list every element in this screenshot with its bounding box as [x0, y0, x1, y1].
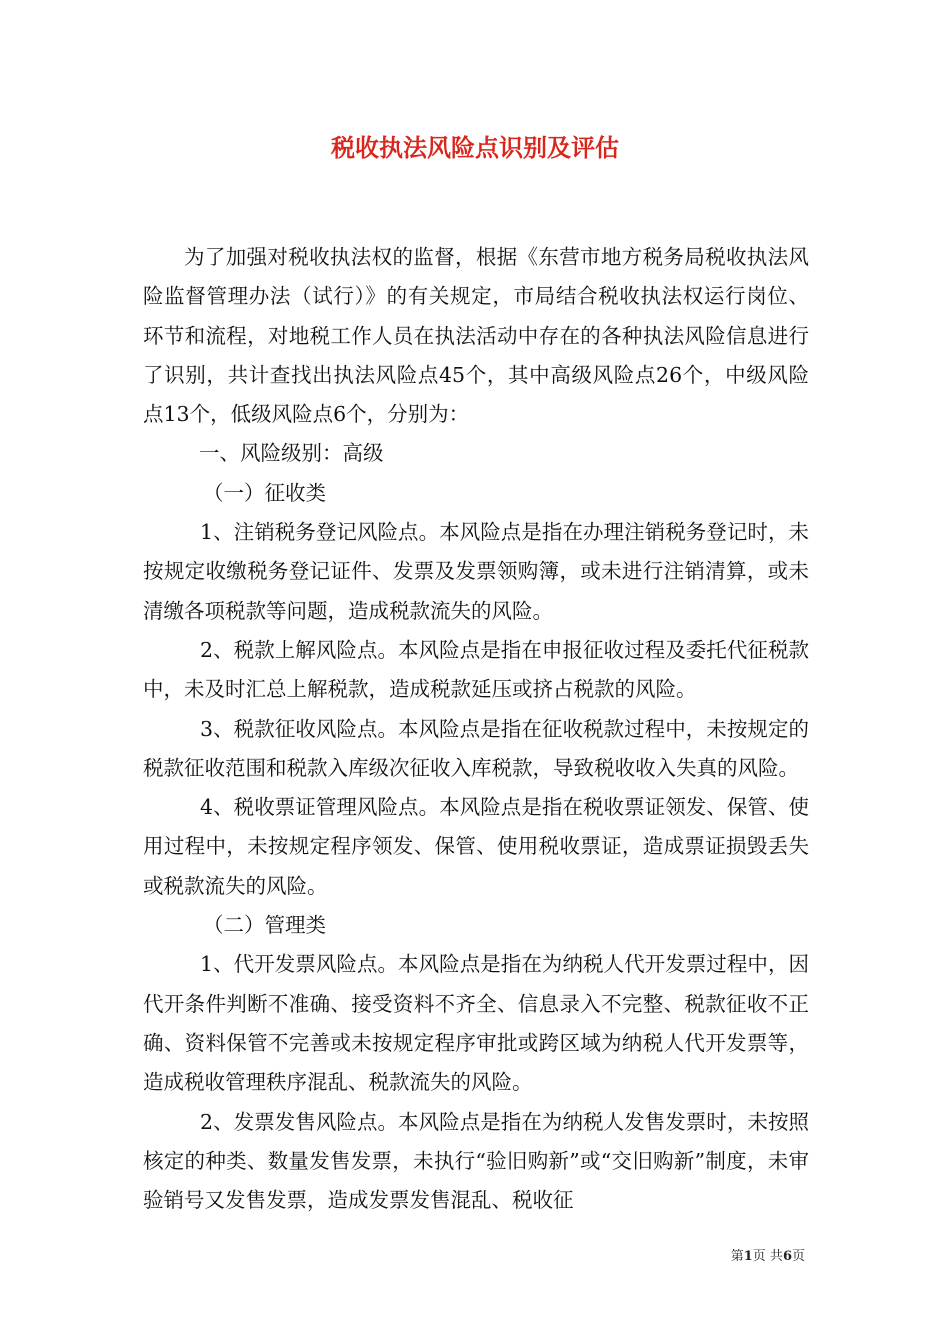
list-item: 2、税款上解风险点。本风险点是指在申报征收过程及委托代征税款中，未及时汇总上解税款，造成税款延压或挤占税款的风险。 [143, 637, 809, 702]
footer-prefix: 第 [730, 1249, 744, 1264]
list-item: 1、注销税务登记风险点。本风险点是指在办理注销税务登记时，未按规定收缴税务登记证件、发票及发票领购簿，或未进行注销清算，或未清缴各项税款等问题，造成税款流失的风险。 [143, 520, 809, 623]
document-title: 税收执法风险点识别及评估 [331, 133, 619, 162]
list-item: 4、税收票证管理风险点。本风险点是指在税收票证领发、保管、使用过程中，未按规定程序领发、保管、使用税收票证，造成票证损毁丢失或税款流失的风险。 [143, 795, 809, 898]
document-body [143, 238, 809, 1220]
section-heading-risk-level-high: 一、风险级别：高级 [199, 441, 384, 466]
list-item: 1、代开发票风险点。本风险点是指在为纳税人代开发票过程中，因代开条件判断不准确、接受资料不齐全、信息录入不完整、税款征收不正确、资料保管不完善或未按规定程序审批或跨区域为纳税人代开发票等，造成税收管理秩序混乱、税款流失的风险。 [143, 952, 809, 1095]
page-number-footer [640, 1248, 805, 1266]
subsection-heading-management: （二）管理类 [203, 913, 326, 938]
list-item: 3、税款征收风险点。本风险点是指在征收税款过程中，未按规定的税款征收范围和税款入库级次征收入库税款，导致税收收入失真的风险。 [143, 716, 809, 780]
footer-middle: 页 共 [752, 1249, 783, 1264]
footer-suffix: 页 [791, 1249, 805, 1264]
total-pages-number: 6 [782, 1249, 792, 1264]
intro-paragraph: 为了加强对税收执法权的监督，根据《东营市地方税务局税收执法风险监督管理办法（试行）》的有关规定，市局结合税收执法权运行岗位、环节和流程，对地税工作人员在执法活动中存在的各种执法风险信息进行了识别，共计查找出执法风险点45个，其中高级风险点26个，中级风险点13个，低级风险点6个，分别为： [143, 245, 809, 427]
list-item: 2、发票发售风险点。本风险点是指在为纳税人发售发票时，未按照核定的种类、数量发售发票，未执行“验旧购新”或“交旧购新”制度，未审验销号又发售发票，造成发票发售混乱、税收征 [143, 1109, 809, 1213]
subsection-heading-collection: （一）征收类 [203, 480, 326, 505]
current-page-number: 1 [743, 1249, 753, 1264]
